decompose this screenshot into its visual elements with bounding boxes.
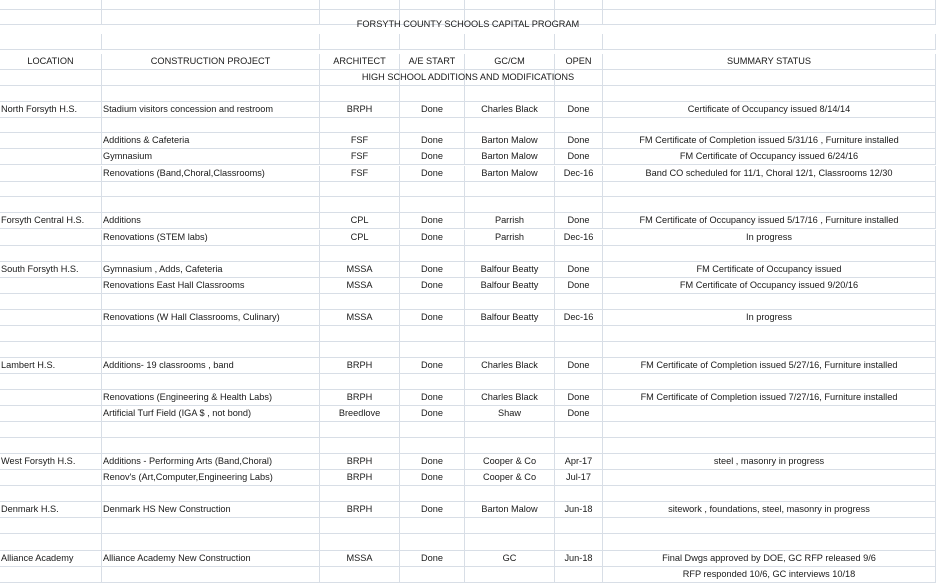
cell-ae-start: Done [400, 213, 465, 229]
cell-architect: MSSA [320, 310, 400, 326]
cell-open: Done [555, 358, 603, 374]
cell-status: FM Certificate of Occupancy issued [603, 262, 936, 278]
grid-cell [102, 422, 320, 438]
cell-gc-cm: Balfour Beatty [465, 310, 555, 326]
grid-cell [102, 70, 320, 86]
grid-cell [102, 10, 320, 25]
grid-cell [400, 294, 465, 310]
cell-project: Renov's (Art,Computer,Engineering Labs) [102, 470, 320, 486]
grid-cell [603, 118, 936, 133]
header-open: OPEN [555, 54, 603, 70]
cell-project: Gymnasium , Adds, Cafeteria [102, 262, 320, 278]
cell-project: Denmark HS New Construction [102, 502, 320, 518]
cell-project: Additions & Cafeteria [102, 133, 320, 149]
grid-cell [400, 342, 465, 358]
grid-cell [0, 422, 102, 438]
cell-location: Denmark H.S. [0, 502, 102, 518]
cell-gc-cm: Balfour Beatty [465, 278, 555, 294]
cell-ae-start: Done [400, 406, 465, 422]
grid-cell [603, 86, 936, 102]
cell-status: FM Certificate of Occupancy issued 6/24/16 [603, 149, 936, 165]
grid-cell [0, 197, 102, 213]
cell-project: Renovations (STEM labs) [102, 230, 320, 246]
header-ae-start: A/E START [400, 54, 465, 70]
cell-gc-cm: Barton Malow [465, 166, 555, 182]
grid-cell [0, 0, 102, 10]
cell-open [555, 567, 603, 583]
cell-open: Jul-17 [555, 470, 603, 486]
cell-open: Done [555, 406, 603, 422]
grid-cell [0, 326, 102, 342]
grid-cell [0, 246, 102, 262]
cell-architect: MSSA [320, 551, 400, 567]
cell-ae-start: Done [400, 390, 465, 406]
cell-open: Jun-18 [555, 551, 603, 567]
cell-ae-start: Done [400, 102, 465, 118]
grid-cell [465, 518, 555, 534]
cell-project: Additions - Performing Arts (Band,Choral) [102, 454, 320, 470]
grid-cell [555, 0, 603, 10]
grid-cell [465, 118, 555, 133]
grid-cell [603, 0, 936, 10]
grid-cell [400, 197, 465, 213]
grid-cell [102, 34, 320, 50]
grid-cell [555, 197, 603, 213]
grid-cell [400, 182, 465, 197]
cell-status: Final Dwgs approved by DOE, GC RFP released 9/6 [603, 551, 936, 567]
grid-cell [465, 34, 555, 50]
cell-open: Done [555, 278, 603, 294]
cell-ae-start: Done [400, 262, 465, 278]
grid-cell [320, 534, 400, 551]
cell-project: Artificial Turf Field (IGA $ , not bond) [102, 406, 320, 422]
cell-architect [320, 567, 400, 583]
cell-project: Renovations East Hall Classrooms [102, 278, 320, 294]
cell-location [0, 567, 102, 583]
cell-location [0, 166, 102, 182]
grid-cell [102, 0, 320, 10]
cell-open: Dec-16 [555, 166, 603, 182]
cell-status: FM Certificate of Occupancy issued 5/17/16 , Furniture installed [603, 213, 936, 229]
grid-cell [0, 518, 102, 534]
cell-project: Alliance Academy New Construction [102, 551, 320, 567]
cell-status: FM Certificate of Completion issued 5/27/16, Furniture installed [603, 358, 936, 374]
grid-cell [555, 182, 603, 197]
grid-cell [555, 374, 603, 390]
header-status: SUMMARY STATUS [603, 54, 936, 70]
header-location: LOCATION [0, 54, 102, 70]
cell-project: Renovations (Engineering & Health Labs) [102, 390, 320, 406]
cell-gc-cm: Parrish [465, 213, 555, 229]
cell-ae-start [400, 567, 465, 583]
grid-cell [102, 197, 320, 213]
cell-location: Lambert H.S. [0, 358, 102, 374]
grid-cell [555, 118, 603, 133]
grid-cell [0, 70, 102, 86]
cell-location [0, 406, 102, 422]
cell-project: Renovations (W Hall Classrooms, Culinary) [102, 310, 320, 326]
grid-cell [465, 294, 555, 310]
cell-project: Gymnasium [102, 149, 320, 165]
cell-status: Certificate of Occupancy issued 8/14/14 [603, 102, 936, 118]
cell-ae-start: Done [400, 230, 465, 246]
grid-cell [603, 534, 936, 551]
header-project: CONSTRUCTION PROJECT [102, 54, 320, 70]
grid-cell [102, 118, 320, 133]
grid-cell [465, 486, 555, 502]
cell-location [0, 230, 102, 246]
cell-architect: CPL [320, 213, 400, 229]
grid-cell [0, 294, 102, 310]
cell-location [0, 133, 102, 149]
grid-cell [603, 422, 936, 438]
grid-cell [465, 326, 555, 342]
grid-cell [603, 294, 936, 310]
cell-status [603, 406, 936, 422]
cell-open: Dec-16 [555, 230, 603, 246]
grid-cell [603, 70, 936, 86]
grid-cell [603, 10, 936, 25]
cell-location [0, 149, 102, 165]
cell-gc-cm: Balfour Beatty [465, 262, 555, 278]
cell-location [0, 310, 102, 326]
grid-cell [400, 246, 465, 262]
cell-gc-cm: Charles Black [465, 358, 555, 374]
grid-cell [555, 246, 603, 262]
cell-location: West Forsyth H.S. [0, 454, 102, 470]
cell-gc-cm: Barton Malow [465, 502, 555, 518]
grid-cell [400, 486, 465, 502]
cell-open: Jun-18 [555, 502, 603, 518]
grid-cell [0, 438, 102, 454]
grid-cell [555, 486, 603, 502]
grid-cell [603, 182, 936, 197]
grid-cell [603, 326, 936, 342]
cell-architect: BRPH [320, 470, 400, 486]
grid-cell [320, 518, 400, 534]
cell-architect: BRPH [320, 358, 400, 374]
grid-cell [465, 197, 555, 213]
grid-cell [555, 34, 603, 50]
grid-cell [555, 342, 603, 358]
grid-cell [555, 438, 603, 454]
cell-status: In progress [603, 230, 936, 246]
grid-cell [320, 326, 400, 342]
grid-cell [603, 486, 936, 502]
grid-cell [400, 534, 465, 551]
cell-project: Renovations (Band,Choral,Classrooms) [102, 166, 320, 182]
grid-cell [0, 118, 102, 133]
cell-project: Additions [102, 213, 320, 229]
cell-architect: Breedlove [320, 406, 400, 422]
cell-architect: BRPH [320, 390, 400, 406]
cell-gc-cm: Cooper & Co [465, 454, 555, 470]
grid-cell [465, 438, 555, 454]
grid-cell [0, 486, 102, 502]
cell-architect: MSSA [320, 262, 400, 278]
cell-location: Forsyth Central H.S. [0, 213, 102, 229]
cell-architect: MSSA [320, 278, 400, 294]
grid-cell [102, 342, 320, 358]
cell-architect: BRPH [320, 502, 400, 518]
grid-cell [400, 374, 465, 390]
cell-status: sitework , foundations, steel, masonry in progress [603, 502, 936, 518]
grid-cell [465, 246, 555, 262]
grid-cell [603, 342, 936, 358]
cell-project [102, 567, 320, 583]
cell-ae-start: Done [400, 470, 465, 486]
grid-cell [555, 534, 603, 551]
grid-cell [0, 10, 102, 25]
grid-cell [465, 374, 555, 390]
grid-cell [320, 246, 400, 262]
grid-cell [465, 86, 555, 102]
cell-ae-start: Done [400, 502, 465, 518]
grid-cell [555, 294, 603, 310]
cell-open: Apr-17 [555, 454, 603, 470]
grid-cell [555, 422, 603, 438]
grid-cell [603, 197, 936, 213]
grid-cell [465, 0, 555, 10]
cell-architect: BRPH [320, 454, 400, 470]
cell-architect: FSF [320, 149, 400, 165]
grid-cell [102, 326, 320, 342]
cell-status: Band CO scheduled for 11/1, Choral 12/1, Classrooms 12/30 [603, 166, 936, 182]
cell-open: Dec-16 [555, 310, 603, 326]
cell-architect: BRPH [320, 102, 400, 118]
cell-location [0, 278, 102, 294]
grid-cell [465, 182, 555, 197]
grid-cell [400, 34, 465, 50]
grid-cell [320, 86, 400, 102]
grid-cell [0, 34, 102, 50]
grid-cell [603, 518, 936, 534]
cell-open: Done [555, 213, 603, 229]
cell-gc-cm: Cooper & Co [465, 470, 555, 486]
grid-cell [320, 438, 400, 454]
cell-status: FM Certificate of Completion issued 7/27/16, Furniture installed [603, 390, 936, 406]
cell-ae-start: Done [400, 454, 465, 470]
grid-cell [102, 182, 320, 197]
grid-cell [102, 438, 320, 454]
grid-cell [320, 34, 400, 50]
cell-ae-start: Done [400, 551, 465, 567]
grid-cell [320, 486, 400, 502]
grid-cell [465, 422, 555, 438]
cell-ae-start: Done [400, 310, 465, 326]
grid-cell [400, 118, 465, 133]
cell-ae-start: Done [400, 358, 465, 374]
grid-cell [465, 342, 555, 358]
grid-cell [555, 86, 603, 102]
grid-cell [603, 34, 936, 50]
grid-cell [102, 486, 320, 502]
cell-architect: CPL [320, 230, 400, 246]
header-architect: ARCHITECT [320, 54, 400, 70]
cell-gc-cm: Barton Malow [465, 133, 555, 149]
section-title: HIGH SCHOOL ADDITIONS AND MODIFICATIONS [361, 72, 575, 82]
cell-ae-start: Done [400, 166, 465, 182]
cell-gc-cm: Parrish [465, 230, 555, 246]
grid-cell [320, 118, 400, 133]
grid-cell [102, 374, 320, 390]
cell-status: FM Certificate of Completion issued 5/31/16 , Furniture installed [603, 133, 936, 149]
grid-cell [320, 342, 400, 358]
cell-location: Alliance Academy [0, 551, 102, 567]
grid-cell [400, 326, 465, 342]
grid-cell [320, 197, 400, 213]
cell-status [603, 470, 936, 486]
grid-cell [0, 374, 102, 390]
grid-cell [400, 86, 465, 102]
cell-location [0, 390, 102, 406]
cell-architect: FSF [320, 166, 400, 182]
cell-status: In progress [603, 310, 936, 326]
grid-cell [400, 0, 465, 10]
grid-cell [320, 374, 400, 390]
grid-cell [320, 422, 400, 438]
cell-open: Done [555, 149, 603, 165]
grid-cell [400, 518, 465, 534]
grid-cell [555, 518, 603, 534]
cell-gc-cm: GC [465, 551, 555, 567]
grid-cell [320, 294, 400, 310]
grid-cell [400, 438, 465, 454]
cell-project: Stadium visitors concession and restroom [102, 102, 320, 118]
cell-location [0, 470, 102, 486]
grid-cell [0, 342, 102, 358]
cell-gc-cm: Shaw [465, 406, 555, 422]
grid-cell [102, 86, 320, 102]
cell-ae-start: Done [400, 133, 465, 149]
cell-gc-cm: Charles Black [465, 102, 555, 118]
grid-cell [555, 326, 603, 342]
cell-project: Additions- 19 classrooms , band [102, 358, 320, 374]
cell-open: Done [555, 390, 603, 406]
grid-cell [465, 534, 555, 551]
cell-open: Done [555, 262, 603, 278]
cell-open: Done [555, 102, 603, 118]
cell-architect: FSF [320, 133, 400, 149]
cell-open: Done [555, 133, 603, 149]
cell-status: steel , masonry in progress [603, 454, 936, 470]
grid-cell [102, 534, 320, 551]
cell-location: North Forsyth H.S. [0, 102, 102, 118]
grid-cell [603, 246, 936, 262]
grid-cell [0, 534, 102, 551]
cell-gc-cm [465, 567, 555, 583]
grid-cell [102, 294, 320, 310]
cell-ae-start: Done [400, 278, 465, 294]
grid-cell [603, 374, 936, 390]
header-gc-cm: GC/CM [465, 54, 555, 70]
sheet-title: FORSYTH COUNTY SCHOOLS CAPITAL PROGRAM [356, 19, 580, 29]
grid-cell [400, 422, 465, 438]
grid-cell [320, 182, 400, 197]
grid-cell [0, 86, 102, 102]
grid-cell [0, 182, 102, 197]
grid-cell [603, 438, 936, 454]
grid-cell [102, 518, 320, 534]
grid-cell [102, 246, 320, 262]
grid-cell [320, 0, 400, 10]
cell-status: RFP responded 10/6, GC interviews 10/18 [603, 567, 936, 583]
cell-status: FM Certificate of Occupancy issued 9/20/16 [603, 278, 936, 294]
cell-location: South Forsyth H.S. [0, 262, 102, 278]
cell-ae-start: Done [400, 149, 465, 165]
cell-gc-cm: Charles Black [465, 390, 555, 406]
cell-gc-cm: Barton Malow [465, 149, 555, 165]
